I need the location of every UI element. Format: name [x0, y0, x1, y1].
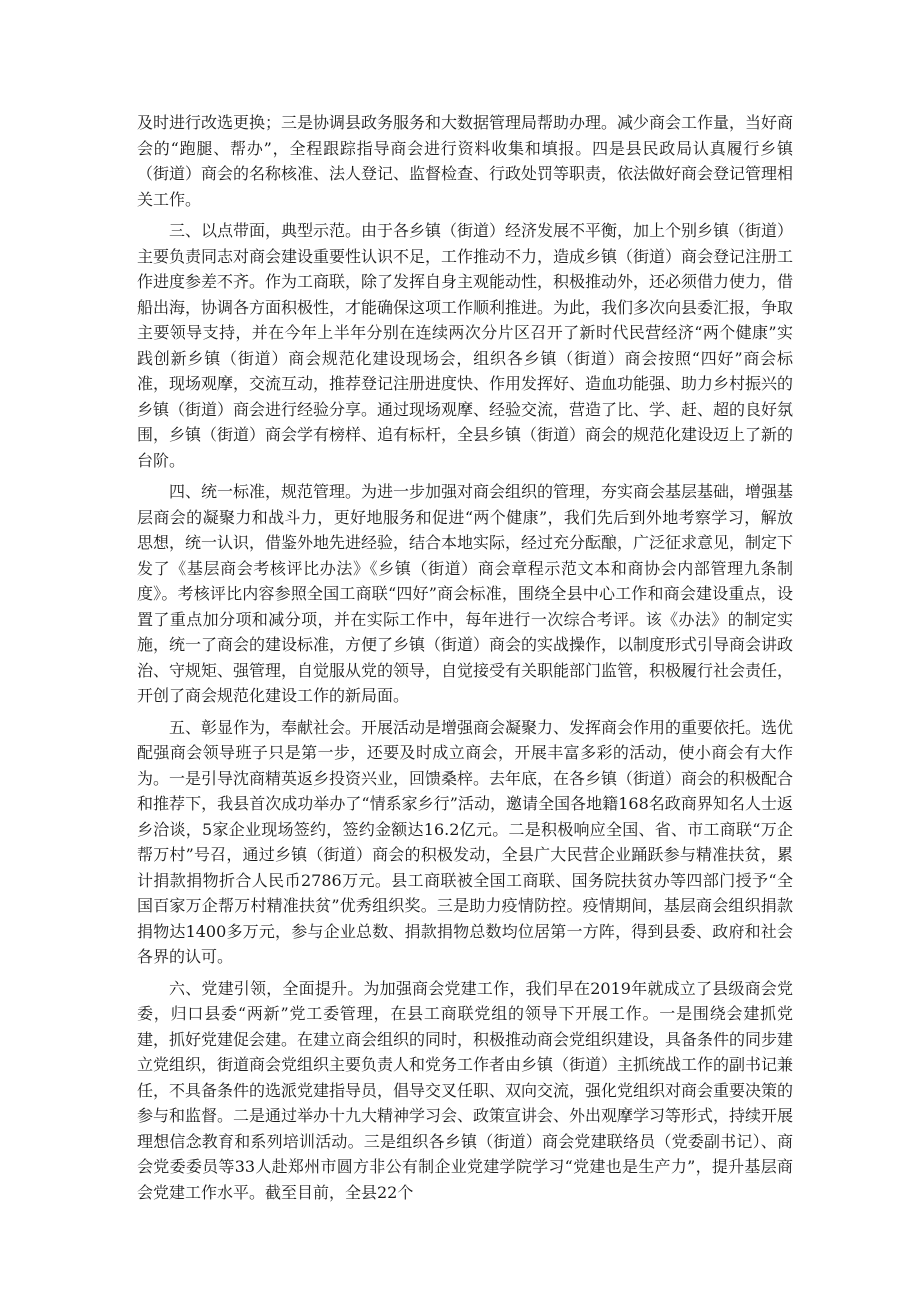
paragraph-section-six: 六、党建引领，全面提升。为加强商会党建工作，我们早在2019年就成立了县级商会党委，归口县委“两新”党工委管理，在县工商联党组的领导下开展工作。一是围绕会建抓党建，抓好党建促会建。在建立商会组织的同时，积极推动商会党组织建设，具备条件的同步建立党组织，街道商会党组织主要负责人和党务工作者由乡镇（街道）主抓统战工作的副书记兼任，不具备条件的选派党建指导员，倡导交叉任职、双向交流，强化党组织对商会重要决策的参与和监督。二是通过举办十九大精神学习会、政策宣讲会、外出观摩学习等形式，持续开展理想信念教育和系列培训活动。三是组织各乡镇（街道）商会党建联络员（党委副书记）、商会党委委员等33人赴郑州市圆方非公有制企业党建学院学习“党建也是生产力”，提升基层商会党建工作水平。截至目前，全县22个: [137, 978, 794, 1202]
paragraph-section-five: 五、彰显作为，奉献社会。开展活动是增强商会凝聚力、发挥商会作用的重要依托。选优配强商会领导班子只是第一步，还要及时成立商会，开展丰富多彩的活动，使小商会有大作为。一是引导沈商精英返乡投资兴业，回馈桑梓。去年底，在各乡镇（街道）商会的积极配合和推荐下，我县首次成功举办了“情系家乡行”活动，邀请全国各地籍168名政商界知名人士返乡洽谈，5家企业现场签约，签约金额达16.2亿元。二是积极响应全国、省、市工商联“万企帮万村”号召，通过乡镇（街道）商会的积极发动，全县广大民营企业踊跃参与精准扶贫，累计捐款捐物折合人民币2786万元。县工商联被全国工商联、国务院扶贫办等四部门授予“全国百家万企帮万村精准扶贫”优秀组织奖。三是助力疫情防控。疫情期间，基层商会组织捐款捐物达1400多万元，参与企业总数、捐款捐物总数均位居第一方阵，得到县委、政府和社会各界的认可。: [137, 717, 794, 966]
paragraph-continuation: 及时进行改选更换；三是协调县政务服务和大数据管理局帮助办理。减少商会工作量，当好商会的“跑腿、帮办”，全程跟踪指导商会进行资料收集和填报。四是县民政局认真履行乡镇（街道）商会的名称核准、法人登记、监督检查、行政处罚等职责，依法做好商会登记管理相关工作。: [137, 113, 794, 209]
paragraph-section-four: 四、统一标准，规范管理。为进一步加强对商会组织的管理，夯实商会基层基础，增强基层商会的凝聚力和战斗力，更好地服务和促进“两个健康”，我们先后到外地考察学习，解放思想，统一认识，借鉴外地先进经验，结合本地实际，经过充分酝酿，广泛征求意见，制定下发了《基层商会考核评比办法》《乡镇（街道）商会章程示范文本和商协会内部管理九条制度》。考核评比内容参照全国工商联“四好”商会标准，围绕全县中心工作和商会建设重点，设置了重点加分项和减分项，并在实际工作中，每年进行一次综合考评。该《办法》的制定实施，统一了商会的建设标准，方便了乡镇（街道）商会的实战操作，以制度形式引导商会讲政治、守规矩、强管理，自觉服从党的领导，自觉接受有关职能部门监管，积极履行社会责任，开创了商会规范化建设工作的新局面。: [137, 482, 794, 705]
paragraph-section-three: 三、以点带面，典型示范。由于各乡镇（街道）经济发展不平衡，加上个别乡镇（街道）主要负责同志对商会建设重要性认识不足，工作推动不力，造成乡镇（街道）商会登记注册工作进度参差不齐。作为工商联，除了发挥自身主观能动性，积极推动外，还必须借力使力，借船出海，协调各方面积极性，才能确保这项工作顺利推进。为此，我们多次向县委汇报，争取主要领导支持，并在今年上半年分别在连续两次分片区召开了新时代民营经济“两个健康”实践创新乡镇（街道）商会规范化建设现场会，组织各乡镇（街道）商会按照“四好”商会标准，现场观摩，交流互动，推荐登记注册进度快、作用发挥好、造血功能强、助力乡村振兴的乡镇（街道）商会进行经验分享。通过现场观摩、经验交流，营造了比、学、赶、超的良好氛围，乡镇（街道）商会学有榜样、追有标杆，全县乡镇（街道）商会的规范化建设迈上了新的台阶。: [137, 221, 794, 470]
document-body: [137, 110, 793, 1211]
